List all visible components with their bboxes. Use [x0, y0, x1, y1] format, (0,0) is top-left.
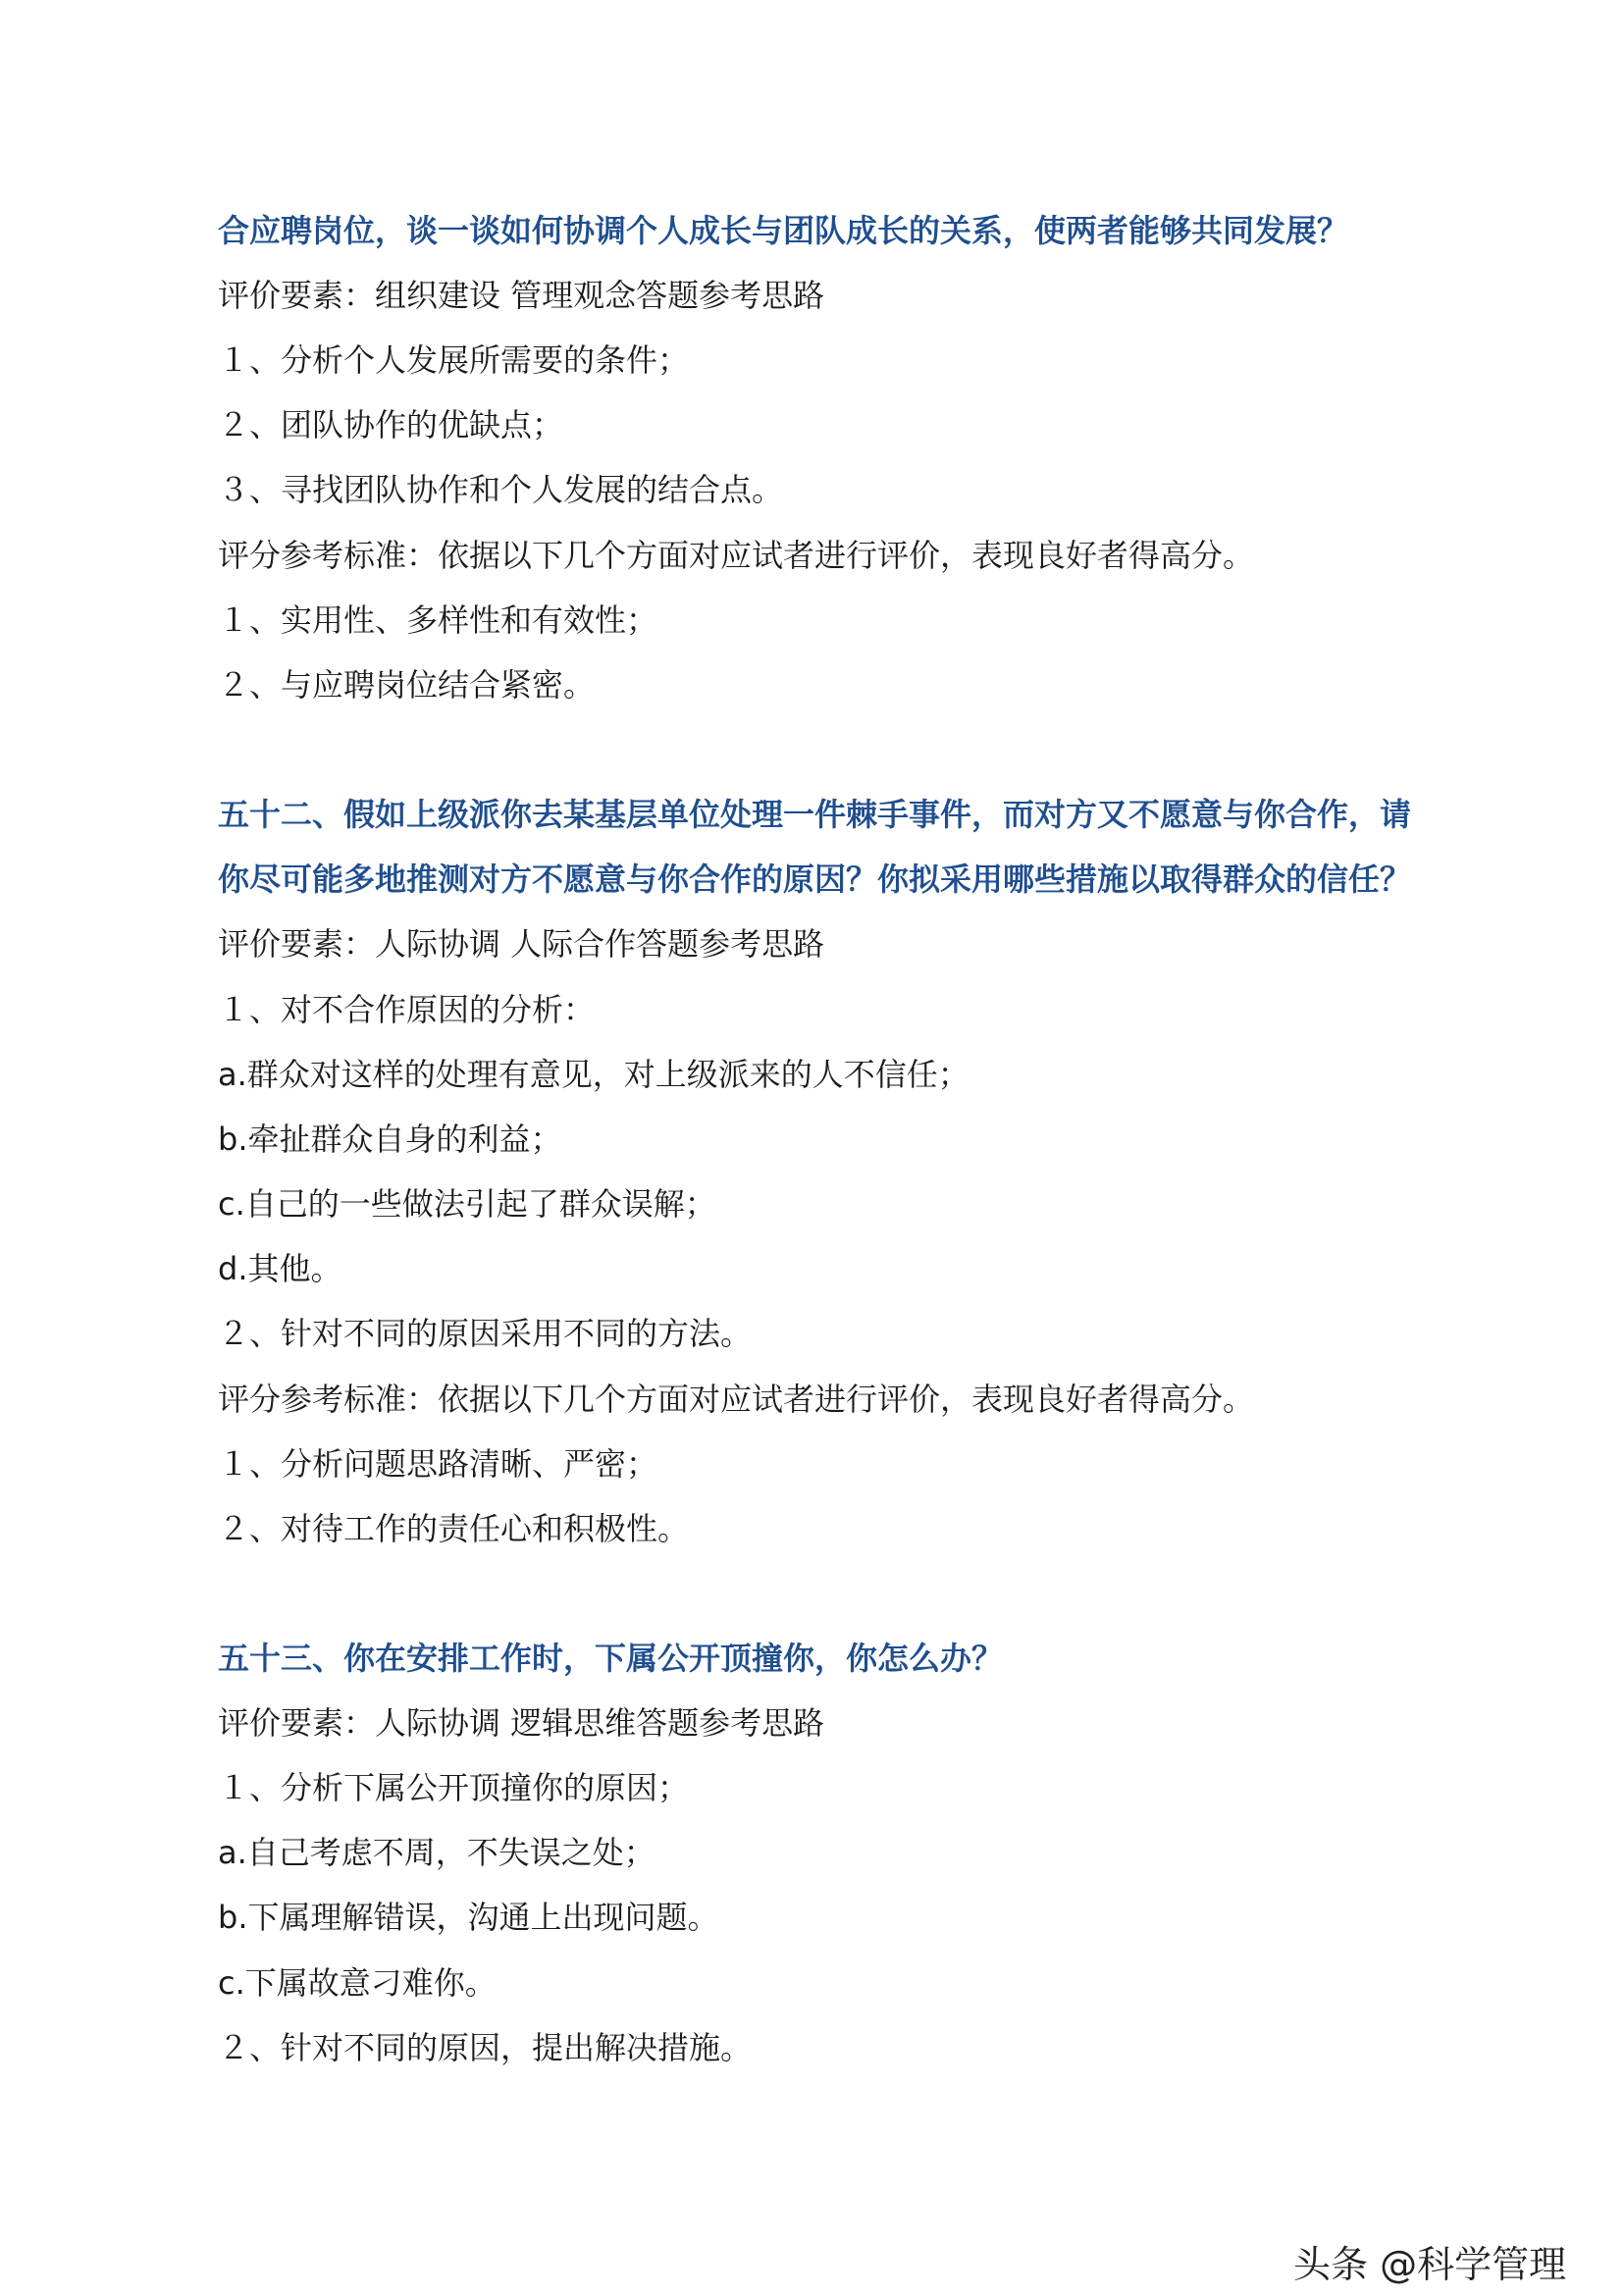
- idea-item: ２、团队协作的优缺点；: [218, 406, 564, 443]
- scoring-criteria: 评分参考标准：依据以下几个方面对应试者进行评价，表现良好者得高分。: [218, 537, 1255, 574]
- sub-item: b.牵扯群众自身的利益；: [218, 1121, 562, 1158]
- idea-item: ２、针对不同的原因采用不同的方法。: [218, 1315, 753, 1352]
- question-heading-line2: 你尽可能多地推测对方不愿意与你合作的原因？你拟采用哪些措施以取得群众的信任？: [218, 861, 1412, 898]
- evaluation-elements: 评价要素：人际协调 人际合作答题参考思路: [218, 925, 825, 963]
- scoring-criteria: 评分参考标准：依据以下几个方面对应试者进行评价，表现良好者得高分。: [218, 1381, 1255, 1418]
- criteria-item: １、实用性、多样性和有效性；: [218, 601, 658, 639]
- question-heading: 五十三、你在安排工作时，下属公开顶撞你，你怎么办？: [218, 1640, 1004, 1677]
- question-heading-line1: 五十二、假如上级派你去某基层单位处理一件棘手事件，而对方又不愿意与你合作，请: [218, 796, 1412, 833]
- idea-item: ２、针对不同的原因，提出解决措施。: [218, 2029, 753, 2066]
- idea-item: １、分析个人发展所需要的条件；: [218, 341, 690, 379]
- sub-item: b.下属理解错误，沟通上出现问题。: [218, 1899, 719, 1936]
- watermark: 头条 @科学管理: [1293, 2243, 1567, 2286]
- sub-item: c.下属故意刁难你。: [218, 1964, 497, 2002]
- question-heading: 合应聘岗位，谈一谈如何协调个人成长与团队成长的关系，使两者能够共同发展？: [218, 212, 1349, 249]
- sub-item: a.群众对这样的处理有意见，对上级派来的人不信任；: [218, 1056, 969, 1093]
- criteria-item: １、分析问题思路清晰、严密；: [218, 1445, 658, 1483]
- evaluation-elements: 评价要素：组织建设 管理观念答题参考思路: [218, 277, 825, 314]
- sub-item: d.其他。: [218, 1250, 342, 1287]
- idea-item: １、分析下属公开顶撞你的原因；: [218, 1769, 690, 1806]
- evaluation-elements: 评价要素：人际协调 逻辑思维答题参考思路: [218, 1704, 825, 1742]
- idea-item: ３、寻找团队协作和个人发展的结合点。: [218, 471, 784, 508]
- sub-item: a.自己考虑不周，不失误之处；: [218, 1834, 655, 1871]
- idea-item: １、对不合作原因的分析：: [218, 991, 596, 1028]
- criteria-item: ２、与应聘岗位结合紧密。: [218, 666, 596, 704]
- sub-item: c.自己的一些做法引起了群众误解；: [218, 1185, 716, 1223]
- criteria-item: ２、对待工作的责任心和积极性。: [218, 1510, 690, 1547]
